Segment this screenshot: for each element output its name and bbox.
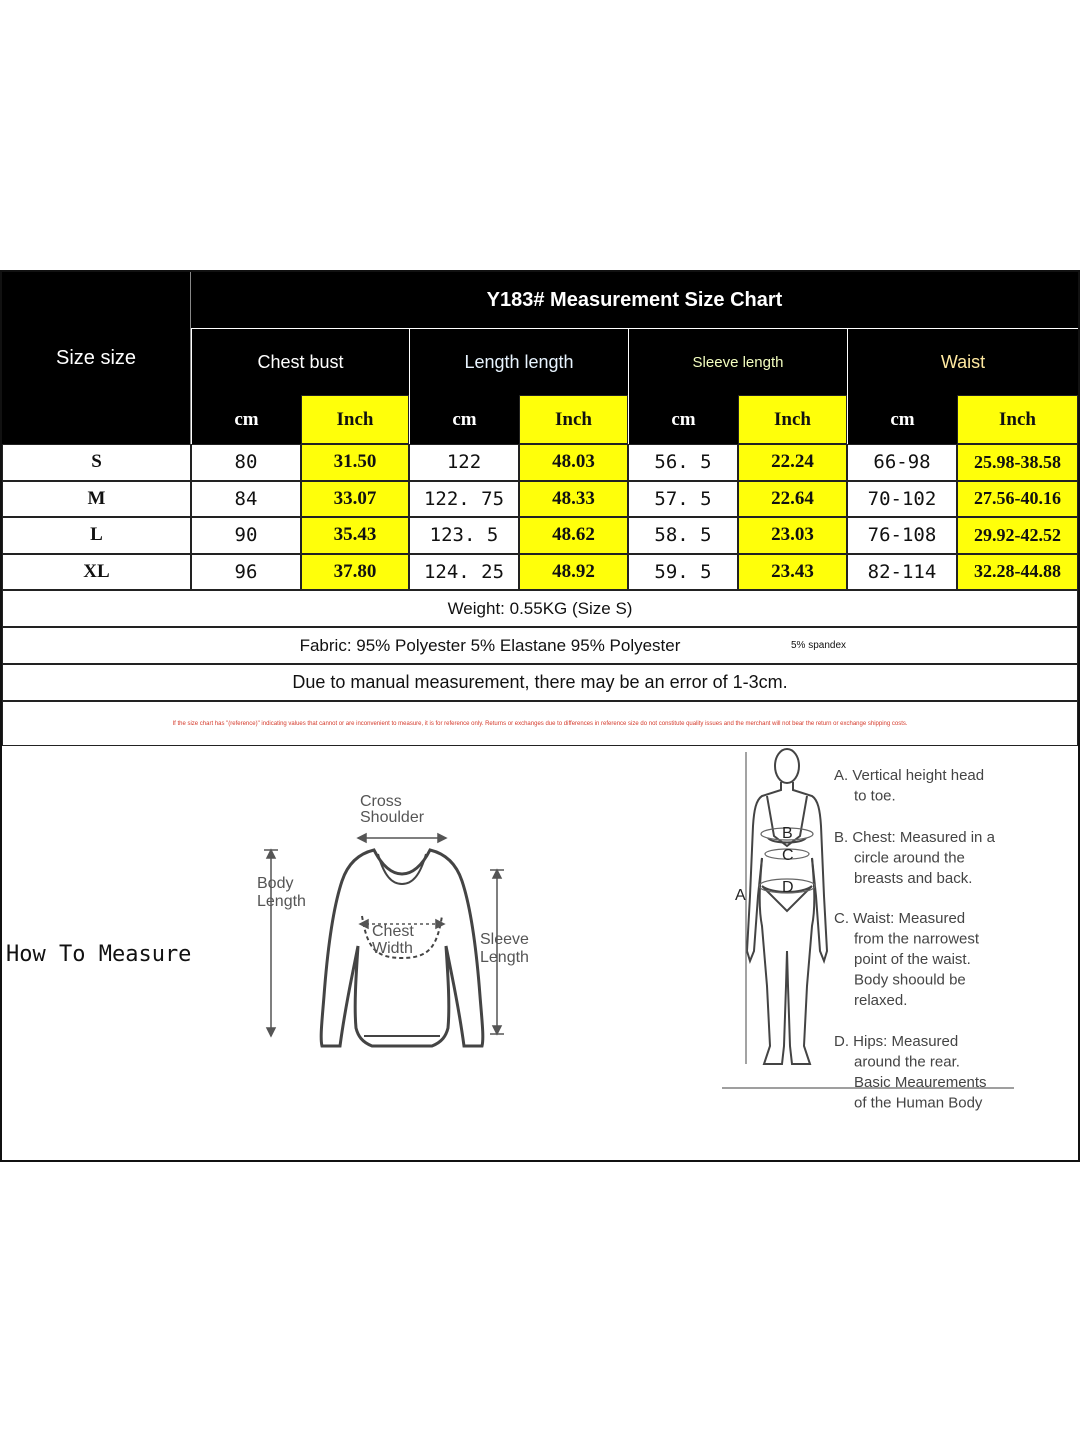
- marker-d: D: [782, 879, 794, 896]
- table-cell: [409, 444, 519, 481]
- body-note-line: B. Chest: Measured in a: [834, 829, 995, 846]
- body-note-line: around the rear.: [854, 1053, 960, 1071]
- body-note-line: A. Vertical height head: [834, 767, 985, 784]
- table-cell: [409, 481, 519, 518]
- body-note-line: circle around the: [854, 849, 965, 867]
- chart-title: Y183# Measurement Size Chart: [486, 288, 783, 311]
- weight-text: Weight: 0.55KG (Size S): [447, 598, 633, 618]
- fabric-extra-text: 5% spandex: [791, 640, 847, 651]
- size-header-cell: [2, 272, 191, 444]
- unit-cell: [628, 395, 738, 444]
- size-cell: [2, 554, 191, 591]
- cell-value: 33.07: [333, 487, 377, 509]
- table-cell: [738, 517, 847, 554]
- table-cell: [957, 517, 1078, 554]
- cell-value: 23.43: [771, 560, 814, 582]
- cell-value: 123. 5: [429, 524, 499, 547]
- unit-cell: [191, 395, 301, 444]
- error-note-row: [2, 664, 1078, 701]
- cell-value: 56. 5: [654, 451, 712, 474]
- table-cell: [519, 554, 628, 591]
- group-label: Chest bust: [257, 351, 344, 372]
- marker-c: C: [782, 847, 794, 864]
- table-cell: [847, 481, 957, 518]
- cell-value: 66-98: [873, 451, 931, 474]
- cell-value: 23.03: [771, 524, 814, 546]
- garment-diagram: [2, 746, 1078, 1160]
- chest-width-label: Width: [372, 940, 413, 957]
- table-cell: [628, 554, 738, 591]
- size-label: S: [91, 451, 102, 473]
- cell-value: 48.03: [552, 451, 595, 473]
- cell-value: 29.92-42.52: [974, 524, 1061, 545]
- group-label: Waist: [940, 351, 986, 372]
- size-chart: [0, 270, 1080, 1162]
- unit-cell: [847, 395, 957, 444]
- disclaimer-row: [2, 701, 1078, 746]
- cell-value: 48.62: [552, 524, 595, 546]
- cell-value: 70-102: [867, 487, 937, 510]
- size-cell: [2, 444, 191, 481]
- body-note-line: relaxed.: [854, 992, 908, 1009]
- unit-label: cm: [234, 408, 259, 430]
- body-notes: [834, 767, 996, 1112]
- unit-cell: [957, 395, 1078, 444]
- sleeve-length-label: Length: [480, 949, 529, 966]
- group-length: [409, 329, 628, 395]
- unit-cell: [738, 395, 847, 444]
- group-chest: [191, 329, 409, 395]
- table-cell: [738, 554, 847, 591]
- cell-value: 122: [446, 451, 482, 474]
- table-cell: [738, 481, 847, 518]
- size-label: L: [90, 524, 103, 546]
- table-cell: [957, 444, 1078, 481]
- table-cell: [301, 554, 409, 591]
- cell-value: 57. 5: [654, 487, 712, 510]
- chest-width-label: Chest: [372, 923, 414, 940]
- size-cell: [2, 481, 191, 518]
- unit-label: cm: [452, 408, 477, 430]
- cell-value: 59. 5: [654, 560, 712, 583]
- unit-cell: [301, 395, 409, 444]
- size-cell: [2, 517, 191, 554]
- table-cell: [957, 554, 1078, 591]
- unit-label: cm: [890, 408, 915, 430]
- sleeve-length-label: Sleeve: [480, 931, 529, 948]
- table-cell: [957, 481, 1078, 518]
- cell-value: 96: [234, 560, 258, 583]
- size-label: M: [87, 487, 106, 509]
- table-cell: [191, 554, 301, 591]
- body-note-line: point of the waist.: [854, 951, 971, 968]
- unit-cell: [519, 395, 628, 444]
- table-cell: [409, 517, 519, 554]
- fabric-text: Fabric: 95% Polyester 5% Elastane 95% Polyester: [299, 635, 681, 655]
- body-note-line: C. Waist: Measured: [834, 910, 966, 927]
- unit-label: Inch: [336, 408, 374, 430]
- table-cell: [628, 444, 738, 481]
- cell-value: 25.98-38.58: [974, 451, 1061, 472]
- cell-value: 124. 25: [423, 560, 505, 583]
- table-cell: [191, 481, 301, 518]
- body-note-line: to toe.: [854, 787, 896, 805]
- cell-value: 31.50: [333, 451, 377, 473]
- cell-value: 27.56-40.16: [974, 488, 1061, 509]
- body-note-line: D. Hips: Measured: [834, 1033, 959, 1050]
- body-note-line: of the Human Body: [854, 1094, 983, 1112]
- cell-value: 32.28-44.88: [974, 561, 1061, 582]
- cross-shoulder-label: Cross: [360, 793, 402, 810]
- body-note-line: Body shoould be: [854, 971, 966, 989]
- body-length-label: Body: [257, 875, 294, 892]
- disclaimer-text: If the size chart has "(reference)" indicating values that cannot or are inconvenient to measure, it is for reference only. Returns or exchanges due to differences in reference size do not constitute quality issues and the merchant will not bear the return or exchange shipping costs.: [172, 720, 908, 727]
- group-label: Sleeve length: [692, 353, 784, 371]
- cell-value: 80: [234, 451, 258, 474]
- table-cell: [409, 554, 519, 591]
- error-note-text: Due to manual measurement, there may be an error of 1-3cm.: [292, 672, 788, 692]
- marker-b: B: [782, 825, 793, 842]
- marker-a: A: [735, 887, 746, 904]
- cell-value: 48.33: [552, 487, 595, 509]
- cell-value: 22.24: [771, 451, 814, 473]
- table-cell: [301, 444, 409, 481]
- unit-label: Inch: [999, 408, 1036, 430]
- cell-value: 84: [234, 487, 258, 510]
- group-sleeve: [628, 329, 847, 395]
- how-to-measure-label: How To Measure: [6, 942, 192, 967]
- how-to-measure-section: [2, 746, 1078, 1160]
- table-cell: [519, 517, 628, 554]
- table-cell: [191, 517, 301, 554]
- table-cell: [847, 517, 957, 554]
- body-note-line: Basic Meaurements: [854, 1074, 987, 1091]
- cell-value: 76-108: [867, 524, 937, 547]
- cell-value: 58. 5: [654, 524, 712, 547]
- body-length-label: Length: [257, 893, 306, 910]
- weight-row: [2, 590, 1078, 627]
- table-cell: [738, 444, 847, 481]
- table-cell: [519, 481, 628, 518]
- cell-value: 37.80: [333, 560, 377, 582]
- cell-value: 122. 75: [423, 487, 505, 510]
- cell-value: 82-114: [867, 560, 937, 583]
- fabric-row: [2, 627, 1078, 664]
- unit-label: Inch: [774, 408, 811, 430]
- body-note-line: breasts and back.: [854, 870, 973, 887]
- table-cell: [301, 517, 409, 554]
- table-cell: [191, 444, 301, 481]
- group-label: Length length: [464, 351, 574, 372]
- unit-label: cm: [671, 408, 696, 430]
- table-cell: [628, 517, 738, 554]
- unit-cell: [409, 395, 519, 444]
- cell-value: 48.92: [552, 560, 595, 582]
- cell-value: 35.43: [333, 524, 377, 546]
- size-label: XL: [83, 560, 110, 582]
- size-header-label: Size size: [55, 346, 137, 369]
- cross-shoulder-label: Shoulder: [360, 809, 425, 826]
- unit-label: Inch: [555, 408, 592, 430]
- body-note-line: from the narrowest: [854, 930, 980, 948]
- chart-title-cell: [191, 272, 1078, 329]
- table-cell: [847, 554, 957, 591]
- table-cell: [847, 444, 957, 481]
- table-cell: [519, 444, 628, 481]
- table-cell: [628, 481, 738, 518]
- table-cell: [301, 481, 409, 518]
- cell-value: 90: [234, 524, 258, 547]
- cell-value: 22.64: [771, 487, 814, 509]
- group-waist: [847, 329, 1078, 395]
